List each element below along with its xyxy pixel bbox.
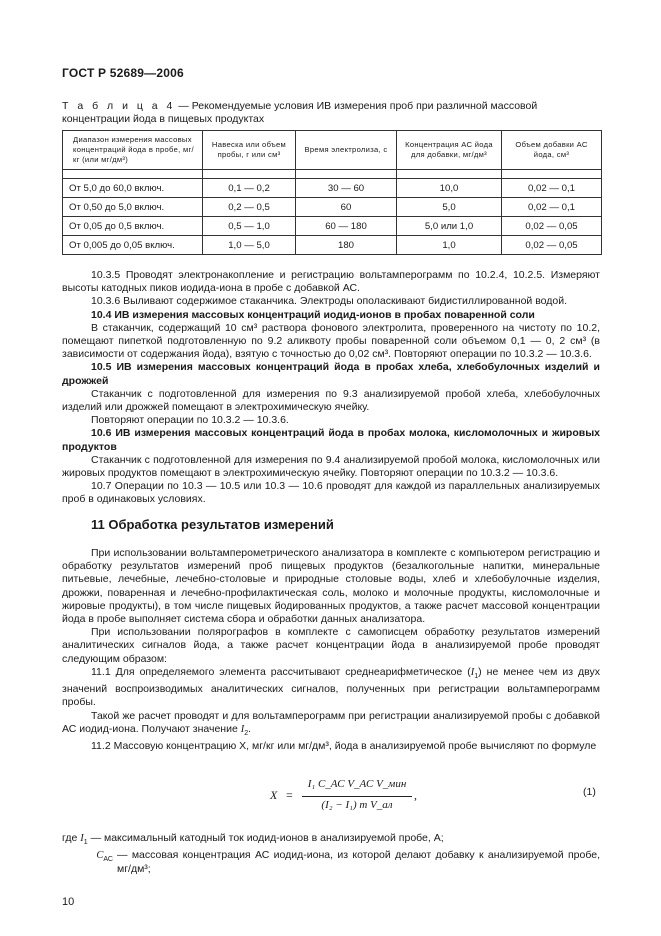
heading-10-6: 10.6 ИВ измерения массовых концентраций йода в пробах молока, кисломолочных и жировых продуктов — [62, 427, 600, 453]
cell-time: 30 — 60 — [296, 179, 397, 198]
header-sample: Навеска или объем пробы, г или см³ — [203, 131, 296, 170]
cell-range: От 0,05 до 0,5 включ. — [63, 217, 203, 236]
paragraph-10-6: Стаканчик с подготовленной для измерения по 9.4 анализируемой пробой молока, кисломолочных или жировых продуктов помещают в электрохимическую ячейку. Повторяют операции по 10.3.2 — 10.3.6. — [62, 453, 600, 480]
cac-subscript: АС — [103, 856, 113, 864]
cell-volume: 0,02 — 0,05 — [502, 217, 602, 236]
cell-concentration: 10,0 — [397, 179, 502, 198]
paragraph-11-intro: При использовании вольтамперометрического анализатора в комплекте с компьютером регистрацию и обработку результатов измерений проб пищевых продуктов (безалкогольные напитки, минеральные питьевые, лечебные, лечебно-столовые и природные столовые воды, хлеб и хлебобулочные изделия, дрожжи, поваренная и лечебно-профилактическая соль, молоко и молочные продукты, кисломолочные и жировые продукты), в том числе пищевых йодированных продуктов, а также расчет массовой концентрации йода в пробе выполняет система сбора и обработки данных анализатора. — [62, 547, 600, 626]
table-header-row — [63, 131, 602, 170]
header-volume: Объем добавки АС йода, см³ — [502, 131, 602, 170]
heading-10-5: 10.5 ИВ измерения массовых концентраций йода в пробах хлеба, хлебобулочных изделий и дрожжей — [62, 361, 600, 387]
definition-cac — [62, 849, 600, 875]
table-caption-label: Т а б л и ц а 4 — [62, 100, 176, 112]
table-caption-text: — Рекомендуемые условия ИВ измерения проб при различной массовой концентрации йода в пищевых продуктах — [62, 100, 538, 125]
cell-time: 60 — [296, 198, 397, 217]
conditions-table — [62, 130, 602, 255]
document-header: ГОСТ Р 52689—2006 — [62, 66, 184, 80]
cell-volume: 0,02 — 0,1 — [502, 179, 602, 198]
i1-description: — максимальный катодный ток иодид-ионов в анализируемой пробе, А; — [90, 832, 444, 844]
formula-numerator: I₁ C_АС V_АС V_мин — [307, 778, 407, 790]
cell-sample: 0,1 — 0,2 — [203, 179, 296, 198]
i1-symbol: I — [80, 833, 84, 844]
cell-sample: 0,2 — 0,5 — [203, 198, 296, 217]
header-concentration: Концентрация АС йода для добавки, мг/дм³ — [397, 131, 502, 170]
paragraph-11-1 — [62, 666, 600, 710]
section-11-body — [62, 547, 600, 753]
definition-i1 — [62, 832, 600, 849]
where-label: где — [62, 832, 78, 844]
p111-var: I — [470, 666, 475, 678]
cell-range: От 0,005 до 0,05 включ. — [63, 236, 203, 255]
formula-equals: = — [286, 788, 293, 802]
heading-10-4: 10.4 ИВ измерения массовых концентраций иодид-ионов в пробах поваренной соли — [91, 308, 535, 321]
p111-text-before: 11.1 Для определяемого элемента рассчитывают среднеарифметическое ( — [91, 665, 471, 678]
table-row — [63, 198, 602, 217]
formula-fraction-bar — [302, 796, 412, 797]
section-11-title: 11 Обработка результатов измерений — [91, 517, 334, 532]
cell-volume: 0,02 — 0,05 — [502, 236, 602, 255]
page-number: 10 — [62, 896, 75, 908]
i1-subscript: 1 — [83, 839, 88, 847]
formula-lhs: X — [270, 788, 278, 802]
paragraph-11-1-b — [62, 710, 600, 741]
cell-range: От 5,0 до 60,0 включ. — [63, 179, 203, 198]
formula-denominator: (I₂ − I₁) m V_ал — [321, 799, 393, 811]
paragraph-10-3-6: 10.3.6 Выливают содержимое стаканчика. Электроды ополаскивают бидистиллированной водой. — [91, 295, 568, 308]
cell-concentration: 5,0 — [397, 198, 502, 217]
formula-number: (1) — [583, 786, 596, 798]
paragraph-11-2: 11.2 Массовую концентрацию X, мг/кг или мг/дм³, йода в анализируемой пробе вычисляют по формуле — [91, 740, 597, 753]
section-10-body — [62, 269, 600, 507]
p111-text-after: ) не менее чем из двух значений воспроизводимых аналитических сигналов, полученных при регистрации вольтамперограмм пробы. — [62, 665, 600, 709]
cac-symbol: C — [96, 850, 104, 862]
paragraph-10-5-a: Стаканчик с подготовленной для измерения по 9.3 анализируемой пробой хлеба, хлебобулочных изделий или дрожжей помещают в электрохимическую ячейку. — [62, 387, 600, 414]
formula-definitions — [62, 832, 600, 876]
table-row — [63, 217, 602, 236]
cac-description: — массовая концентрация АС иодид-иона, из которой делают добавку к анализируемой пробе, мг/дм³; — [117, 849, 600, 875]
table-row — [63, 179, 602, 198]
cell-sample: 1,0 — 5,0 — [203, 236, 296, 255]
paragraph-10-7: 10.7 Операции по 10.3 — 10.5 или 10.3 — 10.6 проводят для каждой из параллельных анализируемых проб в одинаковых условиях. — [62, 480, 600, 506]
p111b-sub: 2 — [244, 729, 249, 737]
cell-sample: 0,5 — 1,0 — [203, 217, 296, 236]
header-range: Диапазон измерения массовых концентраций йода в пробе, мг/кг (или мг/дм³) — [63, 131, 203, 170]
p111-sub: 1 — [474, 672, 479, 680]
cell-volume: 0,02 — 0,1 — [502, 198, 602, 217]
formula-1: X = I₁ C_АС V_АС V_мин (I₂ − I₁) m V_ал , — [270, 778, 417, 811]
paragraph-10-4: В стаканчик, содержащий 10 см³ раствора фонового электролита, проверенного на чистоту по 10.2, помещают пипеткой подготовленную по 9.2 аликвоту пробы поваренной соли объемом 0,1 — 0, 2 см³ (в зависимости от содержания йода), взятую с точностью до 0,02 см³. Повторяют операции по 10.3.2 — 10.3.6. — [62, 321, 600, 361]
header-time: Время электролиза, с — [296, 131, 397, 170]
paragraph-11-polarograph: При использовании полярографов в комплекте с самописцем обработку результатов измерений аналитических сигналов йода, а также расчет концентрации йода в анализируемой пробе проводят следующим образом: — [62, 626, 600, 665]
p111b-var: I — [240, 723, 245, 735]
cell-time: 180 — [296, 236, 397, 255]
table-spacer-row — [63, 170, 602, 179]
table-caption — [62, 100, 602, 126]
table-row — [63, 236, 602, 255]
cell-concentration: 1,0 — [397, 236, 502, 255]
p111b-text-after: . — [248, 722, 252, 735]
p111b-text-before: Такой же расчет проводят и для вольтамперограмм при регистрации анализируемой пробы с добавкой АС иодид-иона. Получают значение — [62, 709, 600, 735]
paragraph-10-3-5: 10.3.5 Проводят электронакопление и регистрацию вольтамперограмм по 10.2.4, 10.2.5. Измеряют высоты катодных пиков иодида-иона в пробе с добавкой АС. — [62, 269, 600, 295]
cell-concentration: 5,0 или 1,0 — [397, 217, 502, 236]
cell-range: От 0,50 до 5,0 включ. — [63, 198, 203, 217]
cell-time: 60 — 180 — [296, 217, 397, 236]
paragraph-10-5-b: Повторяют операции по 10.3.2 — 10.3.6. — [91, 414, 289, 427]
